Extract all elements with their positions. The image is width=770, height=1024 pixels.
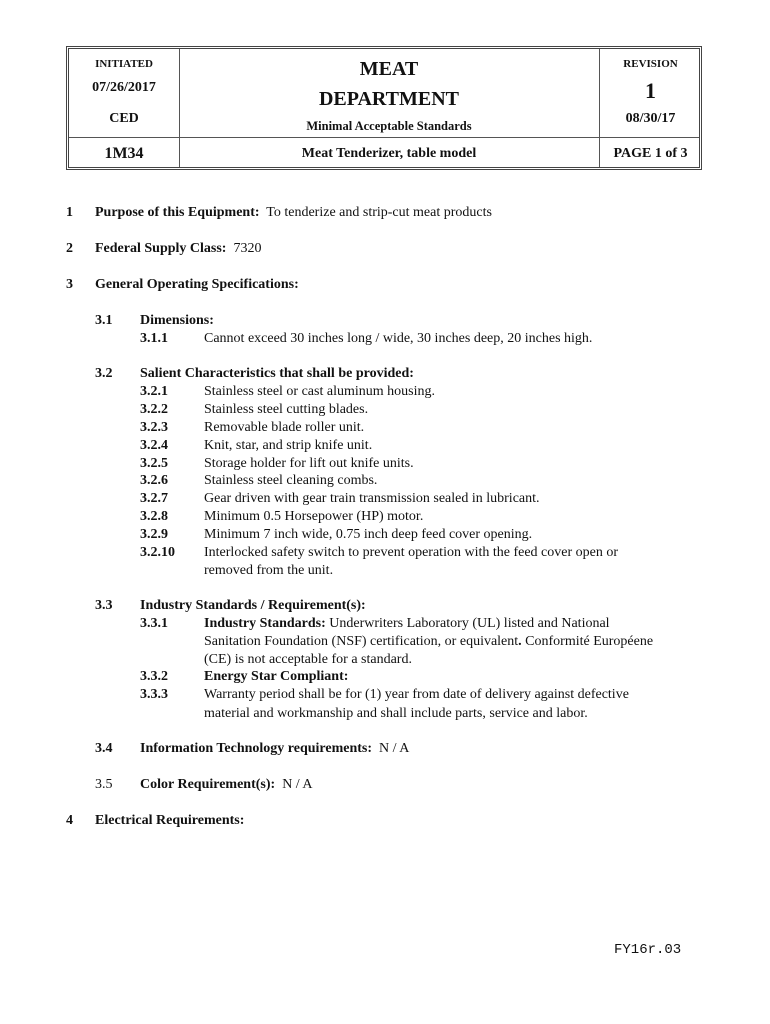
- item-text: Stainless steel cutting blades.: [204, 402, 369, 417]
- item-text: Warranty period shall be for (1) year from date of delivery against defective: [204, 687, 629, 702]
- initiated-label: INITIATED: [95, 58, 153, 70]
- section-number: 2: [66, 241, 73, 256]
- item-value: Sanitation Foundation (NSF) certification, or equivalent: [204, 634, 519, 649]
- item-label: Industry Standards:: [204, 616, 326, 631]
- item-text: Storage holder for lift out knife units.: [204, 456, 414, 471]
- section-label: Federal Supply Class:: [95, 241, 227, 256]
- page-info: PAGE 1 of 3: [613, 146, 688, 161]
- section-value: 7320: [233, 241, 262, 256]
- subsection-label: Salient Characteristics that shall be provided:: [140, 366, 414, 381]
- item-text: Knit, star, and strip knife unit.: [204, 438, 373, 453]
- subsection-value: N / A: [282, 777, 313, 792]
- item-number: 3.2.6: [140, 473, 168, 488]
- item-number: 3.2.3: [140, 420, 168, 435]
- item-text-continued: removed from the unit.: [204, 563, 334, 578]
- section-purpose: [95, 205, 492, 221]
- department-title-line2: DEPARTMENT: [318, 88, 460, 110]
- section-label: General Operating Specifications:: [95, 277, 299, 292]
- item-code: 1M34: [104, 145, 144, 162]
- revision-date: 08/30/17: [625, 111, 676, 126]
- item-number: 3.2.10: [140, 545, 175, 560]
- form-code: FY16r.03: [614, 942, 682, 958]
- document-header: [66, 46, 702, 170]
- item-text-continued: Sanitation Foundation (NSF) certification, or equivalent. Conformité Européene: [204, 634, 654, 649]
- item-number: 3.2.2: [140, 402, 168, 417]
- section-label: Electrical Requirements:: [95, 813, 245, 828]
- item-text: Interlocked safety switch to prevent operation with the feed cover open or: [204, 545, 619, 560]
- item-text-continued: material and workmanship and shall include parts, service and labor.: [204, 706, 588, 721]
- subsection-number: 3.2: [95, 366, 113, 381]
- subsection-number: 3.1: [95, 313, 113, 328]
- initiated-by: CED: [109, 111, 139, 126]
- item-text: Removable blade roller unit.: [204, 420, 365, 435]
- revision-label: REVISION: [623, 58, 678, 70]
- subsection-label: Industry Standards / Requirement(s):: [140, 598, 366, 613]
- item-text: [204, 616, 610, 632]
- subsection-number: 3.4: [95, 741, 113, 756]
- subsection-it-requirements: [140, 741, 409, 757]
- item-text: Gear driven with gear train transmission sealed in lubricant.: [204, 491, 540, 506]
- section-value: To tenderize and strip-cut meat products: [266, 205, 492, 220]
- item-number: 3.3.1: [140, 616, 168, 631]
- subsection-label: Color Requirement(s):: [140, 777, 276, 792]
- section-number: 4: [66, 813, 73, 828]
- item-number: 3.1.1: [140, 331, 168, 346]
- subsection-number: 3.3: [95, 598, 113, 613]
- item-text: Minimum 0.5 Horsepower (HP) motor.: [204, 509, 424, 524]
- section-supply-class: [95, 241, 261, 257]
- item-number: 3.3.2: [140, 669, 168, 684]
- item-text: Minimum 7 inch wide, 0.75 inch deep feed cover opening.: [204, 527, 533, 542]
- subsection-color-requirements: [140, 777, 313, 793]
- section-label: Purpose of this Equipment:: [95, 205, 260, 220]
- subsection-label: Information Technology requirements:: [140, 741, 373, 756]
- item-value: Underwriters Laboratory (UL) listed and National: [329, 616, 610, 631]
- header-divider: [69, 137, 699, 138]
- initiated-date: 07/26/2017: [92, 80, 156, 95]
- item-number: 3.2.4: [140, 438, 168, 453]
- document-subtitle: Minimal Acceptable Standards: [306, 119, 472, 133]
- item-text-continued: (CE) is not acceptable for a standard.: [204, 652, 412, 667]
- item-title: Meat Tenderizer, table model: [301, 146, 477, 161]
- section-number: 3: [66, 277, 73, 292]
- item-number: 3.2.5: [140, 456, 168, 471]
- item-number: 3.2.9: [140, 527, 168, 542]
- item-value: Conformité Européene: [525, 634, 654, 649]
- item-number: 3.3.3: [140, 687, 168, 702]
- item-number: 3.2.7: [140, 491, 168, 506]
- item-text: Cannot exceed 30 inches long / wide, 30 inches deep, 20 inches high.: [204, 331, 593, 346]
- department-title-line1: MEAT: [359, 58, 419, 80]
- item-text: Stainless steel cleaning combs.: [204, 473, 378, 488]
- item-number: 3.2.8: [140, 509, 168, 524]
- subsection-label: Dimensions:: [140, 313, 214, 328]
- item-text: Stainless steel or cast aluminum housing.: [204, 384, 435, 399]
- item-number: 3.2.1: [140, 384, 168, 399]
- section-number: 1: [66, 205, 73, 220]
- subsection-value: N / A: [379, 741, 410, 756]
- subsection-number: 3.5: [95, 777, 113, 792]
- item-label: Energy Star Compliant:: [204, 669, 349, 684]
- revision-number: 1: [645, 78, 656, 103]
